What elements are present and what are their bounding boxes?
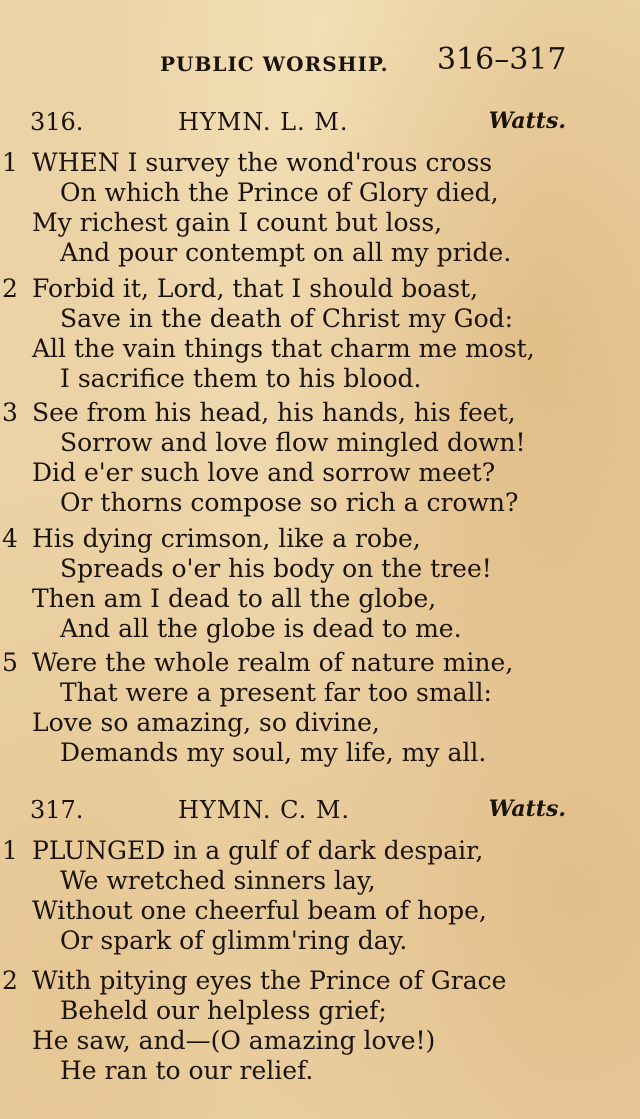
hymn-line: And pour contempt on all my pride. [60,238,512,267]
hymn-line: Without one cheerful beam of hope, [32,896,487,925]
stanza-number: 1 [2,148,18,177]
hymn-line: On which the Prince of Glory died, [60,178,499,207]
stanza-number: 1 [2,836,18,865]
stanza-number: 3 [2,398,18,427]
hymn-line: Love so amazing, so divine, [32,708,380,737]
stanza-number: 2 [2,274,18,303]
hymn-header-316 [0,108,640,144]
hymn-line: I sacrifice them to his blood. [60,364,422,393]
running-head [0,40,640,90]
stanza-number: 4 [2,524,18,553]
stanza-number: 5 [2,648,18,677]
page-range: 316–317 [437,42,567,77]
hymn-line: WHEN I survey the wond'rous cross [32,148,493,177]
hymn-author: Watts. [488,796,566,822]
stanza-number: 2 [2,966,18,995]
hymn-line: Sorrow and love flow mingled down! [60,428,526,457]
hymn-line: He ran to our relief. [60,1056,314,1085]
hymn-meter: HYMN. C. M. [178,796,351,824]
hymn-line: Did e'er such love and sorrow meet? [32,458,496,487]
hymn-line: And all the globe is dead to me. [60,614,462,643]
hymn-line: We wretched sinners lay, [60,866,376,895]
hymn-line: See from his head, his hands, his feet, [32,398,516,427]
hymn-number: 316. [30,108,84,136]
hymn-number: 317. [30,796,84,824]
hymn-header-317 [0,796,640,832]
hymn-line: Then am I dead to all the globe, [32,584,437,613]
hymn-line: That were a present far too small: [60,678,492,707]
hymn-line: Were the whole realm of nature mine, [32,648,514,677]
hymn-line: He saw, and—(O amazing love!) [32,1026,436,1055]
hymn-line: Or thorns compose so rich a crown? [60,488,519,517]
hymn-line: PLUNGED in a gulf of dark despair, [32,836,484,865]
hymn-line: Beheld our helpless grief; [60,996,387,1025]
hymn-line: Save in the death of Christ my God: [60,304,514,333]
running-title: PUBLIC WORSHIP. [160,52,389,76]
hymn-meter: HYMN. L. M. [178,108,349,136]
hymn-line: My richest gain I count but loss, [32,208,443,237]
hymn-line: Spreads o'er his body on the tree! [60,554,492,583]
hymn-line: With pitying eyes the Prince of Grace [32,966,507,995]
hymn-line: All the vain things that charm me most, [32,334,535,363]
hymn-line: Forbid it, Lord, that I should boast, [32,274,479,303]
hymn-author: Watts. [488,108,566,134]
hymn-line: Or spark of glimm'ring day. [60,926,408,955]
hymn-line: Demands my soul, my life, my all. [60,738,487,767]
hymn-line: His dying crimson, like a robe, [32,524,421,553]
